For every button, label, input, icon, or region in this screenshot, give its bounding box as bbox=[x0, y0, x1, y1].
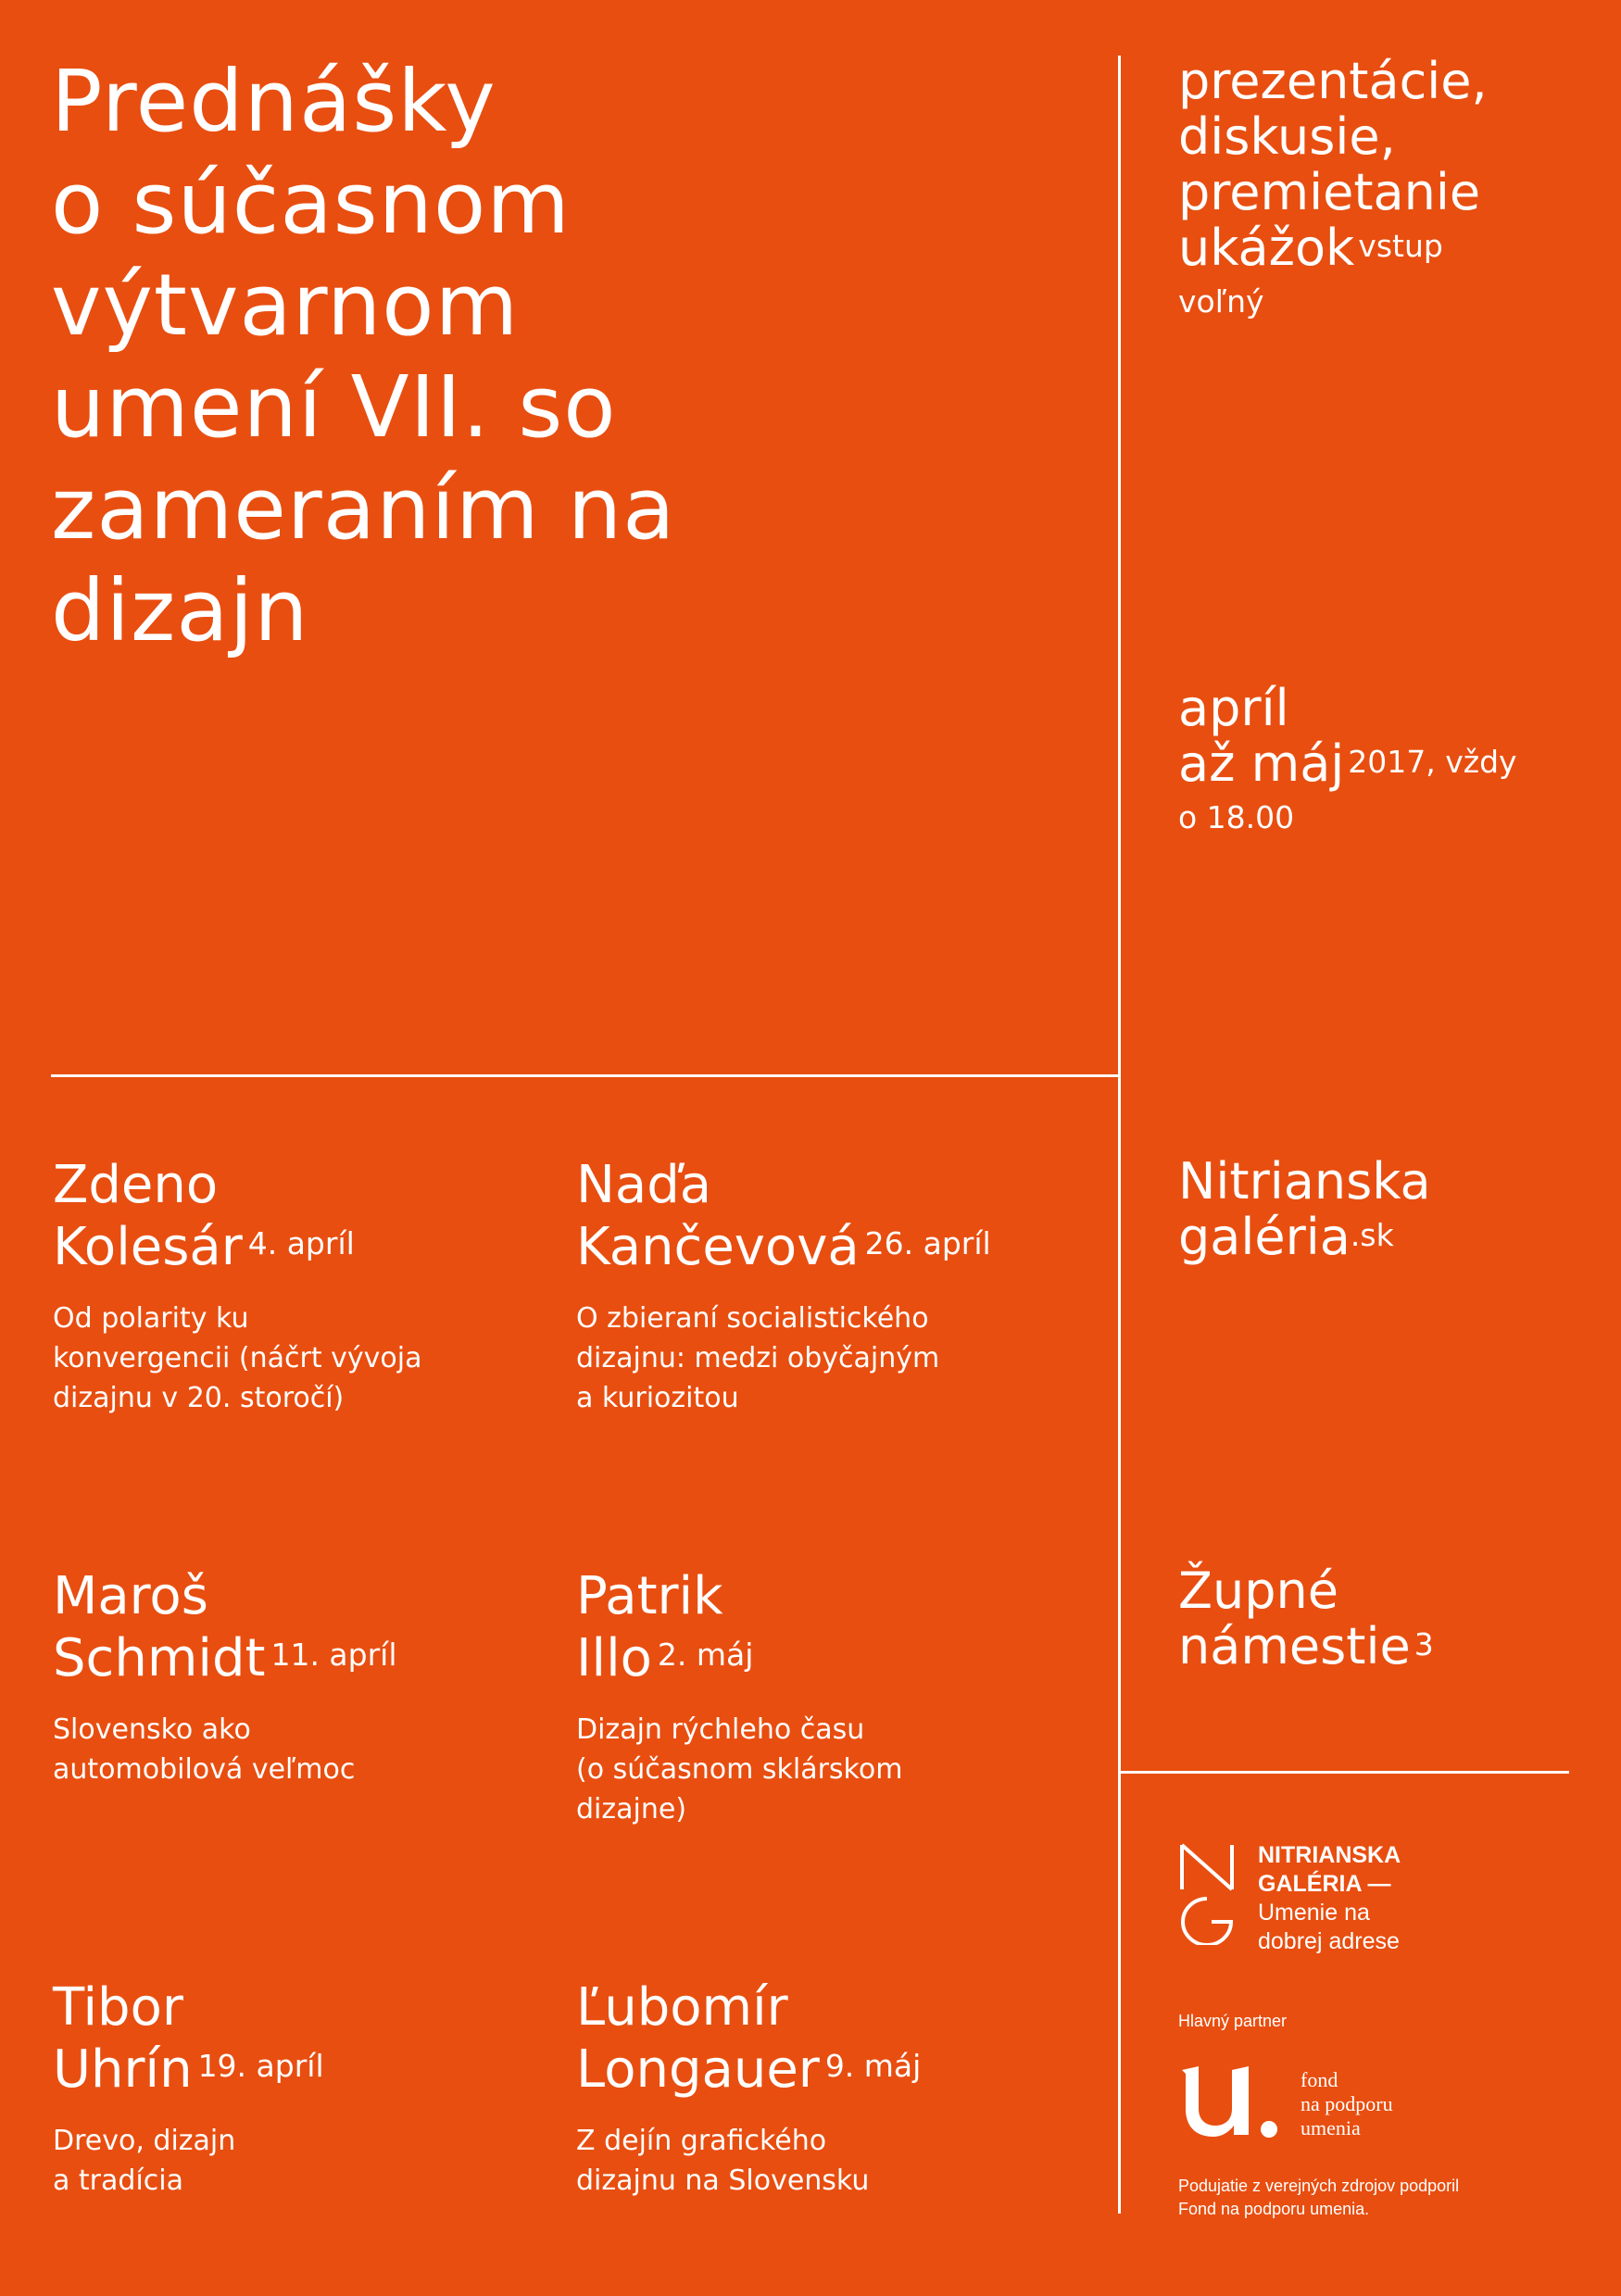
fund-u-logo-icon bbox=[1178, 2061, 1289, 2144]
address-number: 3 bbox=[1414, 1626, 1434, 1662]
gallery-monogram-icon bbox=[1178, 1841, 1236, 1945]
side-divider bbox=[1118, 1771, 1569, 1774]
lecture-item bbox=[53, 1154, 553, 1418]
lecture-item bbox=[576, 1154, 1076, 1418]
lecturer-last-name: Schmidt bbox=[53, 1628, 266, 1688]
topic-line: a kuriozitou bbox=[576, 1382, 739, 1414]
topic-line: Drevo, dizajn bbox=[53, 2125, 236, 2157]
lecture-date: 2. máj bbox=[657, 1637, 754, 1673]
gallery-logo-line: Umenie na bbox=[1258, 1900, 1370, 1926]
lecture-topic bbox=[53, 1299, 553, 1418]
topic-line: dizajnu v 20. storočí) bbox=[53, 1382, 345, 1414]
venue-line: Nitrianska bbox=[1178, 1152, 1431, 1211]
lecture-date: 26. apríl bbox=[864, 1225, 991, 1261]
lecturer-last-name: Longauer bbox=[576, 2039, 820, 2100]
title-line: Prednášky bbox=[51, 52, 496, 151]
page-title bbox=[51, 51, 1088, 662]
gallery-logo-line: dobrej adrese bbox=[1258, 1928, 1400, 1954]
topic-line: dizajnu: medzi obyčajným bbox=[576, 1342, 940, 1374]
topic-line: a tradícia bbox=[53, 2164, 183, 2197]
fund-logo-line: na podporu bbox=[1301, 2092, 1393, 2115]
lecture-topic bbox=[576, 1710, 1076, 1829]
topic-line: Dizajn rýchleho času bbox=[576, 1713, 865, 1746]
program-line: diskusie, bbox=[1178, 107, 1396, 166]
lecture-item bbox=[53, 1976, 553, 2201]
program-line: prezentácie, bbox=[1178, 52, 1488, 110]
title-divider bbox=[51, 1074, 1118, 1077]
date-line: až máj bbox=[1178, 734, 1345, 793]
lecture-topic bbox=[53, 1710, 553, 1789]
lecture-item bbox=[53, 1565, 553, 1789]
address-line: Župné bbox=[1178, 1562, 1338, 1620]
title-line: o súčasnom bbox=[51, 154, 571, 253]
venue-domain: .sk bbox=[1350, 1217, 1394, 1253]
topic-line: automobilová veľmoc bbox=[53, 1753, 356, 1786]
lecturer-last-name: Illo bbox=[576, 1628, 652, 1688]
lecture-item bbox=[576, 1976, 1076, 2201]
title-line: dizajn bbox=[51, 561, 309, 660]
topic-line: O zbieraní socialistického bbox=[576, 1302, 929, 1335]
fund-logo-line: umenia bbox=[1301, 2116, 1361, 2139]
title-line: zameraním na bbox=[51, 459, 676, 558]
lecturer-first-name: Zdeno bbox=[53, 1155, 219, 1215]
address-line: námestie bbox=[1178, 1617, 1411, 1675]
topic-line: Z dejín grafického bbox=[576, 2125, 827, 2157]
venue-line: galéria bbox=[1178, 1208, 1351, 1266]
topic-line: Slovensko ako bbox=[53, 1713, 251, 1746]
topic-line: dizajne) bbox=[576, 1793, 687, 1826]
lecturer-first-name: Tibor bbox=[53, 1977, 183, 2038]
support-note-line: Fond na podporu umenia. bbox=[1178, 2200, 1370, 2218]
lecture-date: 11. apríl bbox=[270, 1637, 397, 1673]
gallery-logo-line: GALÉRIA — bbox=[1258, 1871, 1391, 1897]
program-line: premietanie bbox=[1178, 163, 1481, 221]
fund-logo-line: fond bbox=[1301, 2068, 1338, 2091]
lecturer-first-name: Maroš bbox=[53, 1566, 208, 1626]
lecture-topic bbox=[576, 1299, 1076, 1418]
lecture-topic bbox=[53, 2121, 553, 2201]
lecture-date: 19. apríl bbox=[197, 2048, 324, 2084]
lecturer-last-name: Kolesár bbox=[53, 1217, 243, 1277]
lecturer-first-name: Ľubomír bbox=[576, 1977, 788, 2038]
lecture-date: 4. apríl bbox=[247, 1225, 355, 1261]
event-dates bbox=[1178, 681, 1604, 836]
lecture-item bbox=[576, 1565, 1076, 1829]
topic-line: Od polarity ku bbox=[53, 1302, 249, 1335]
vertical-divider bbox=[1118, 56, 1121, 2214]
entry-label: vstup bbox=[1358, 228, 1443, 264]
title-line: umení VII. so bbox=[51, 358, 617, 457]
topic-line: dizajnu na Slovensku bbox=[576, 2164, 870, 2197]
gallery-logo-line: NITRIANSKA bbox=[1258, 1842, 1401, 1868]
support-note bbox=[1178, 2175, 1459, 2221]
lecture-topic bbox=[576, 2121, 1076, 2201]
date-line: apríl bbox=[1178, 679, 1289, 737]
topic-line: konvergencii (náčrt vývoja bbox=[53, 1342, 422, 1374]
title-line: výtvarnom bbox=[51, 256, 520, 355]
topic-line: (o súčasnom sklárskom bbox=[576, 1753, 903, 1786]
date-year: 2017, vždy bbox=[1348, 744, 1517, 780]
lecturer-last-name: Uhrín bbox=[53, 2039, 193, 2100]
program-info bbox=[1178, 54, 1604, 320]
venue-name bbox=[1178, 1154, 1604, 1265]
venue-address bbox=[1178, 1563, 1604, 1675]
partner-label: Hlavný partner bbox=[1178, 2012, 1288, 2030]
lecturer-last-name: Kančevová bbox=[576, 1217, 860, 1277]
program-line: ukážok bbox=[1178, 219, 1355, 277]
lecturer-first-name: Patrik bbox=[576, 1566, 723, 1626]
lecture-date: 9. máj bbox=[824, 2048, 922, 2084]
support-note-line: Podujatie z verejných zdrojov podporil bbox=[1178, 2177, 1460, 2195]
lecturer-first-name: Naďa bbox=[576, 1155, 712, 1215]
event-time: o 18.00 bbox=[1178, 799, 1295, 835]
entry-value: voľný bbox=[1178, 283, 1264, 320]
